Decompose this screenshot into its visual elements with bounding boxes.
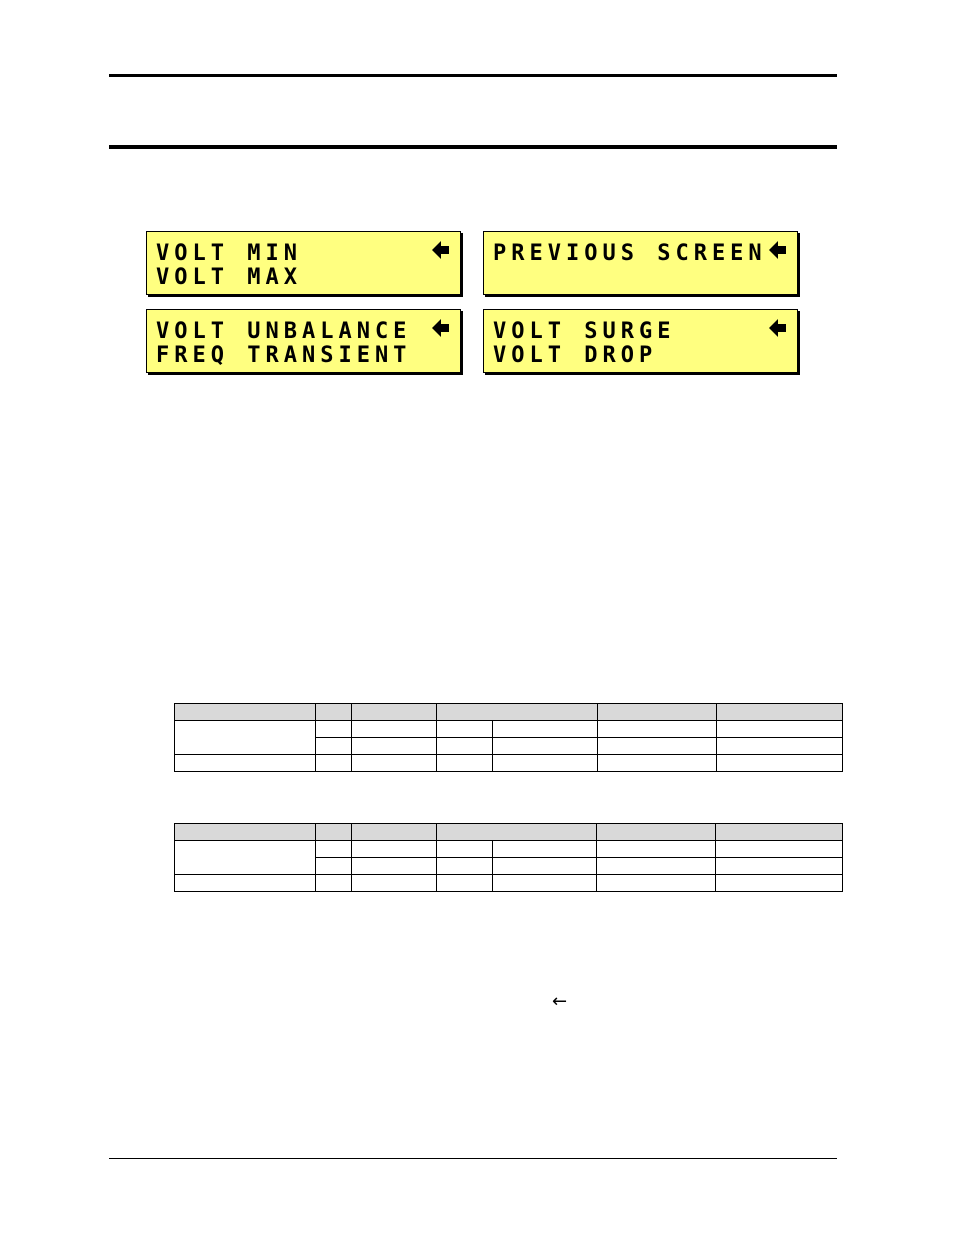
footer-rule: [109, 1158, 837, 1159]
table-cell: [597, 875, 716, 892]
table-header-row: [175, 704, 843, 721]
table-cell: [493, 721, 598, 738]
table-cell: [493, 841, 597, 858]
table-cell: [352, 875, 437, 892]
table-cell: [175, 875, 316, 892]
table-cell: [493, 755, 598, 772]
header-cell: [175, 704, 316, 721]
table-cell: [316, 858, 352, 875]
settings-table-2: [174, 823, 843, 892]
table-row: [175, 875, 843, 892]
table-row: [175, 721, 843, 738]
table-cell: [437, 755, 493, 772]
table-cell: [493, 875, 597, 892]
left-arrow-icon: [769, 240, 787, 260]
table-cell: [175, 755, 316, 772]
table-cell: [597, 858, 716, 875]
header-rule-bottom: [109, 145, 837, 149]
table-cell: [716, 875, 843, 892]
lcd-line-2: VOLT MAX: [156, 265, 302, 290]
table-cell: [493, 738, 598, 755]
lcd-screen-volt-min-max: [146, 231, 461, 295]
header-cell: [352, 824, 437, 841]
table-cell: [717, 738, 843, 755]
table-cell: [598, 721, 717, 738]
lcd-line-1: VOLT SURGE: [493, 319, 676, 344]
header-cell: [316, 824, 352, 841]
table-cell: [437, 875, 493, 892]
table-cell: [493, 858, 597, 875]
table-cell: [352, 755, 437, 772]
table-cell: [316, 875, 352, 892]
table-cell: [175, 721, 316, 755]
table-cell: [175, 841, 316, 875]
table-cell: [437, 841, 493, 858]
header-cell: [316, 704, 352, 721]
table-cell: [352, 721, 437, 738]
settings-table-1: [174, 703, 843, 772]
inline-left-arrow-symbol: ←: [552, 991, 568, 1012]
table-cell: [316, 721, 352, 738]
table-row: [175, 755, 843, 772]
lcd-line-2: FREQ TRANSIENT: [156, 343, 412, 368]
table-cell: [316, 841, 352, 858]
table-row: [175, 841, 843, 858]
left-arrow-icon: [432, 240, 450, 260]
table-cell: [716, 858, 843, 875]
table-cell: [316, 755, 352, 772]
lcd-screen-volt-unbalance: [146, 309, 461, 373]
left-arrow-icon: [432, 318, 450, 338]
lcd-line-1: VOLT UNBALANCE: [156, 319, 412, 344]
lcd-line-2: VOLT DROP: [493, 343, 658, 368]
header-cell: [717, 704, 843, 721]
table-cell: [717, 755, 843, 772]
table-cell: [717, 721, 843, 738]
table-cell: [352, 738, 437, 755]
header-cell: [597, 824, 716, 841]
table-cell: [437, 858, 493, 875]
table-cell: [716, 841, 843, 858]
table-cell: [352, 858, 437, 875]
lcd-line-1: PREVIOUS SCREEN: [493, 241, 767, 266]
lcd-screen-previous-screen: [483, 231, 798, 295]
table-cell: [437, 738, 493, 755]
lcd-line-1: VOLT MIN: [156, 241, 302, 266]
header-cell: [437, 824, 597, 841]
table-cell: [316, 738, 352, 755]
table-cell: [352, 841, 437, 858]
lcd-screen-volt-surge: [483, 309, 798, 373]
table-cell: [437, 721, 493, 738]
left-arrow-icon: [769, 318, 787, 338]
table-header-row: [175, 824, 843, 841]
header-cell: [716, 824, 843, 841]
header-rule-top: [109, 74, 837, 77]
table-cell: [598, 738, 717, 755]
table-cell: [598, 755, 717, 772]
header-cell: [598, 704, 717, 721]
header-cell: [352, 704, 437, 721]
table-cell: [597, 841, 716, 858]
header-cell: [437, 704, 598, 721]
header-cell: [175, 824, 316, 841]
